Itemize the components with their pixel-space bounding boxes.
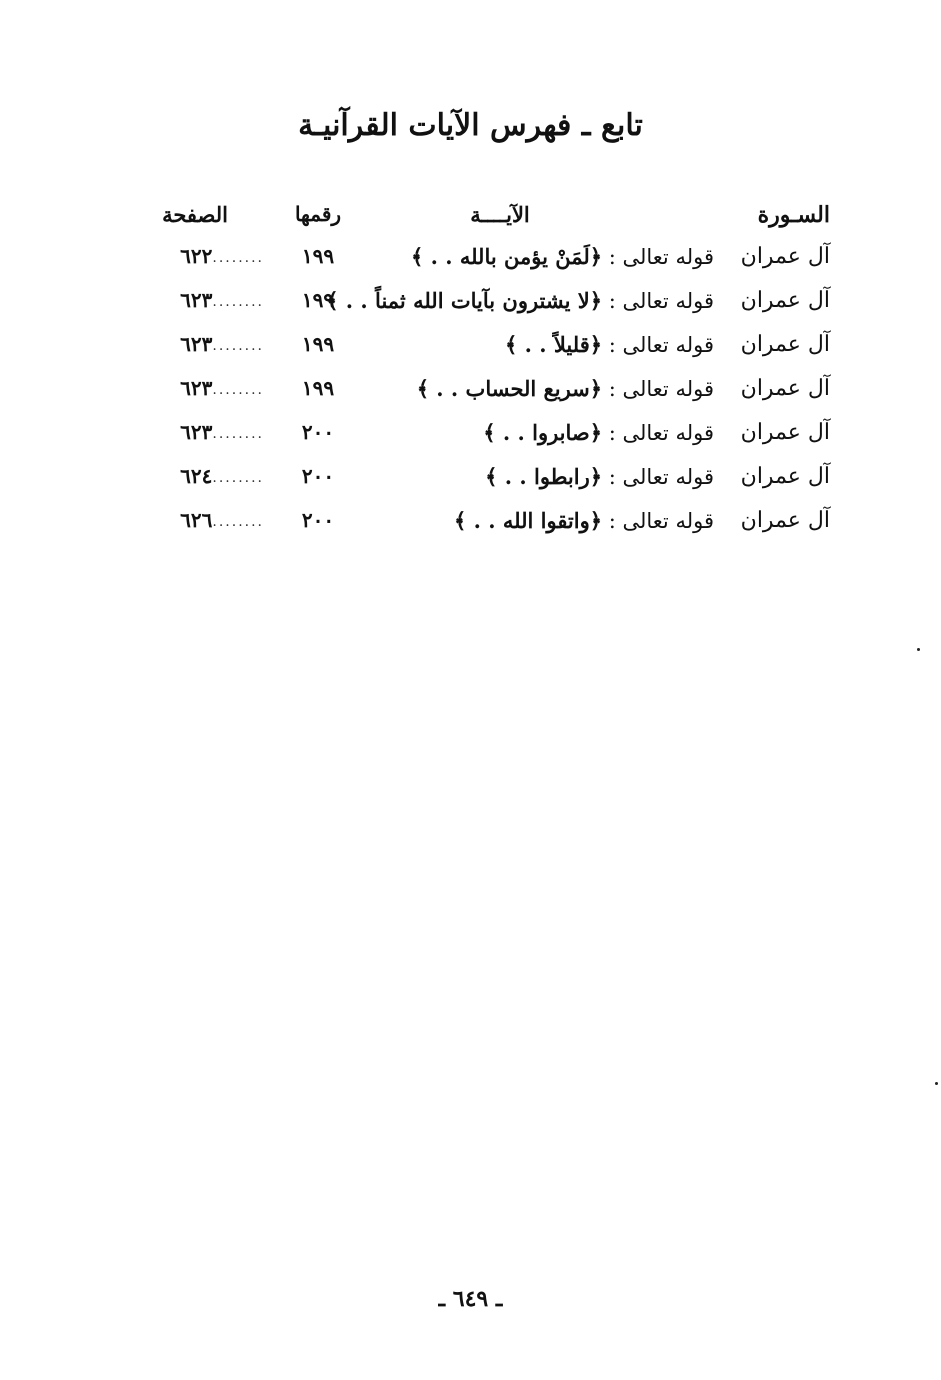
page-cell (126, 508, 276, 532)
table-row (100, 464, 860, 508)
verse-cell (334, 420, 714, 445)
verse-number-cell: ١٩٩ (301, 244, 335, 268)
header-surah: السـورة (757, 202, 830, 228)
verse-cell (334, 508, 714, 533)
table-row (100, 332, 860, 376)
page-cell (126, 288, 276, 312)
table-row (100, 244, 860, 288)
verse-prefix: قوله تعالى : (608, 333, 714, 357)
page-number: ـ ٦٤٩ ـ (438, 1286, 503, 1312)
surah-cell: آل عمران (740, 244, 830, 269)
verse-text: ﴿لا يشترون بآيات الله ثمناً . . ﴾ (326, 288, 603, 313)
verse-text: ﴿رابطوا . . ﴾ (485, 464, 603, 489)
verse-number-cell: ٢٠٠ (301, 508, 335, 532)
page-cell (126, 244, 276, 268)
verse-prefix: قوله تعالى : (608, 509, 714, 533)
verse-number-cell: ١٩٩ (301, 332, 335, 356)
verse-cell (334, 244, 714, 269)
verse-text: ﴿قليلاً . . ﴾ (505, 332, 603, 357)
surah-cell: آل عمران (740, 420, 830, 445)
surah-cell: آل عمران (740, 464, 830, 489)
page-cell (126, 420, 276, 444)
page-value: ٦٢٣ (180, 420, 213, 444)
verse-text: ﴿صابروا . . ﴾ (483, 420, 603, 445)
leader-dots: ........ (212, 337, 264, 354)
page-cell (126, 376, 276, 400)
scan-speck (917, 648, 920, 651)
table-header-row (100, 196, 860, 240)
verse-prefix: قوله تعالى : (608, 245, 714, 269)
page-value: ٦٢٣ (180, 288, 213, 312)
verse-number-cell: ١٩٩ (301, 376, 335, 400)
verse-cell (334, 376, 714, 401)
surah-cell: آل عمران (740, 288, 830, 313)
page-cell (126, 332, 276, 356)
verse-text: ﴿واتقوا الله . . ﴾ (454, 508, 603, 533)
surah-cell: آل عمران (740, 332, 830, 357)
table-row (100, 420, 860, 464)
header-page: الصفحة (162, 202, 228, 227)
leader-dots: ........ (212, 293, 264, 310)
verse-prefix: قوله تعالى : (608, 377, 714, 401)
page-value: ٦٢٤ (180, 464, 213, 488)
page-value: ٦٢٦ (180, 508, 213, 532)
verse-prefix: قوله تعالى : (608, 421, 714, 445)
leader-dots: ........ (212, 249, 264, 266)
verse-cell (326, 288, 714, 313)
verse-prefix: قوله تعالى : (608, 465, 714, 489)
verse-index-table (100, 196, 860, 548)
page-title: تابع ـ فهرس الآيات القرآنيـة (298, 108, 643, 143)
leader-dots: ........ (212, 381, 264, 398)
page-cell (126, 464, 276, 488)
page-value: ٦٢٣ (180, 376, 213, 400)
verse-text: ﴿سريع الحساب . . ﴾ (416, 376, 603, 401)
leader-dots: ........ (212, 425, 264, 442)
table-row (100, 508, 860, 552)
scan-speck (935, 1082, 938, 1085)
header-verse: الآيــــة (470, 202, 530, 227)
page-value: ٦٢٣ (180, 332, 213, 356)
surah-cell: آل عمران (740, 508, 830, 533)
header-number: رقمها (294, 202, 342, 226)
verse-number-cell: ٢٠٠ (301, 464, 335, 488)
verse-cell (334, 332, 714, 357)
verse-prefix: قوله تعالى : (608, 289, 714, 313)
leader-dots: ........ (212, 469, 264, 486)
verse-cell (334, 464, 714, 489)
page-value: ٦٢٢ (180, 244, 213, 268)
table-row (100, 288, 860, 332)
verse-number-cell: ٢٠٠ (301, 420, 335, 444)
surah-cell: آل عمران (740, 376, 830, 401)
verse-number-cell: ١٩٩ (301, 288, 335, 312)
verse-text: ﴿لَمَنْ يؤمن بالله . . ﴾ (410, 244, 603, 269)
table-row (100, 376, 860, 420)
leader-dots: ........ (212, 513, 264, 530)
